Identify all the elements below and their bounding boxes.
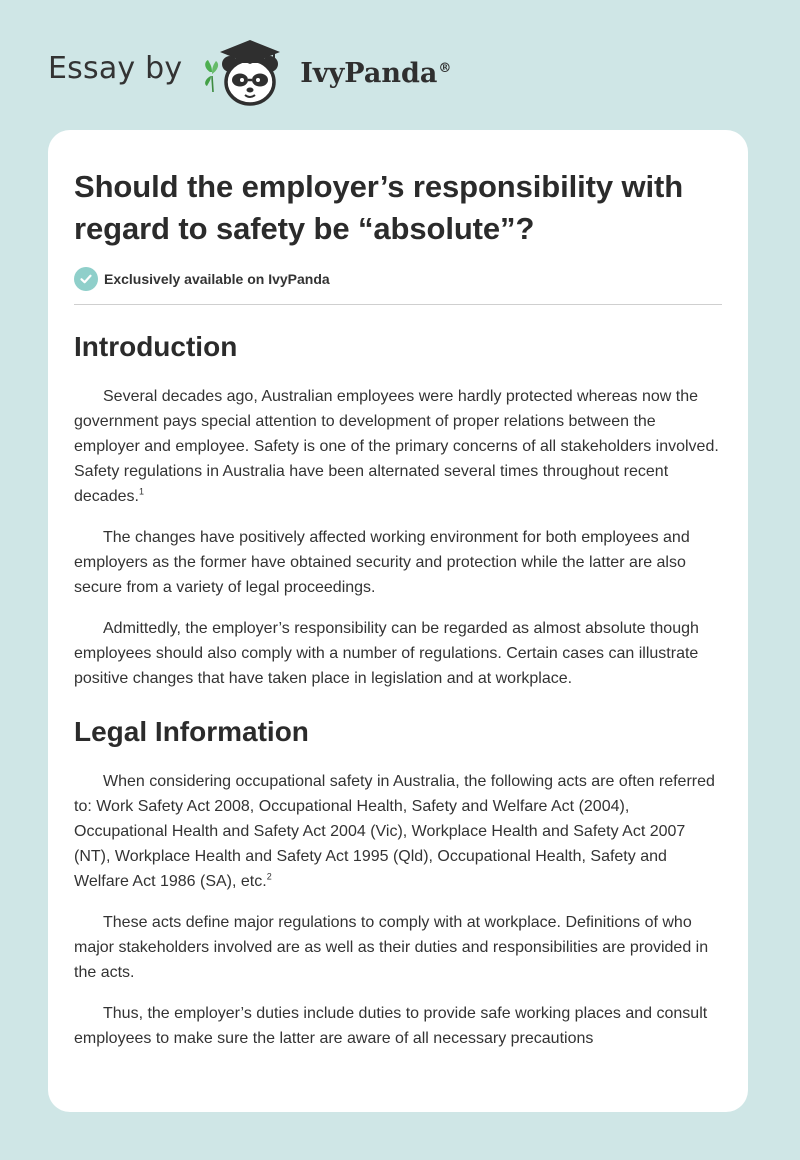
paragraph-text: Thus, the employer’s duties include duties to provide safe working places and consult employees to make sure the latter are aware of all necessary precautions [74,1005,708,1047]
brand-text: IvyPanda [300,57,438,89]
footnote-ref[interactable]: 2 [266,871,272,882]
section-legal-information [74,715,722,1051]
ivypanda-logo[interactable] [200,34,451,108]
exclusive-badge [74,267,722,291]
paragraph [74,1001,722,1051]
paragraph-text: These acts define major regulations to comply with at workplace. Definitions of who major stakeholders involved are as well as their duties and responsibilities are provided in the acts. [74,914,709,981]
section-introduction [74,330,722,691]
footnote-ref[interactable]: 1 [138,486,144,497]
paragraph [74,616,722,691]
essay-title: Should the employer’s responsibility with regard to safety be “absolute”? [74,169,684,246]
badge-label: Exclusively available on IvyPanda [104,271,330,287]
paragraph-text: Admittedly, the employer’s responsibility can be regarded as almost absolute though employees should also comply with a number of regulations. Certain cases can illustrate positive changes that have taken place in legislation and at workplace. [74,620,699,687]
paragraph [74,769,722,894]
registered-mark: ® [438,60,452,76]
paragraph [74,525,722,600]
brand-name [300,58,451,89]
paragraph-text: When considering occupational safety in Australia, the following acts are often referred to: Work Safety Act 2008, Occupational Health, Safety and Welfare Act (2004), Occupational Health and Safety Act 2004 (Vic), Workplace Health and Safety Act 2007 (NT), Workplace Health and Safety Act 1995 (Qld), Occupational Health, Safety and Welfare Act 1986 (SA), etc. [74,773,715,890]
paragraph-text: The changes have positively affected working environment for both employees and employers as the former have obtained security and protection while the latter are also secure from a variety of legal proceedings. [74,529,690,596]
essay-by-label: Essay by [48,50,183,86]
essay-card [48,130,748,1112]
check-circle-icon [74,267,98,291]
panda-graduate-icon [200,34,292,108]
section-heading: Introduction [74,331,238,362]
site-header [48,34,451,108]
section-heading: Legal Information [74,716,309,747]
paragraph [74,384,722,509]
paragraph-text: Several decades ago, Australian employees were hardly protected whereas now the government pays special attention to development of proper relations between the employer and employee. Safety is one of the primary concerns of all stakeholders involved. Safety regulations in Australia have been alternated several times throughout recent decades. [74,388,719,505]
divider [74,304,722,305]
paragraph [74,910,722,985]
